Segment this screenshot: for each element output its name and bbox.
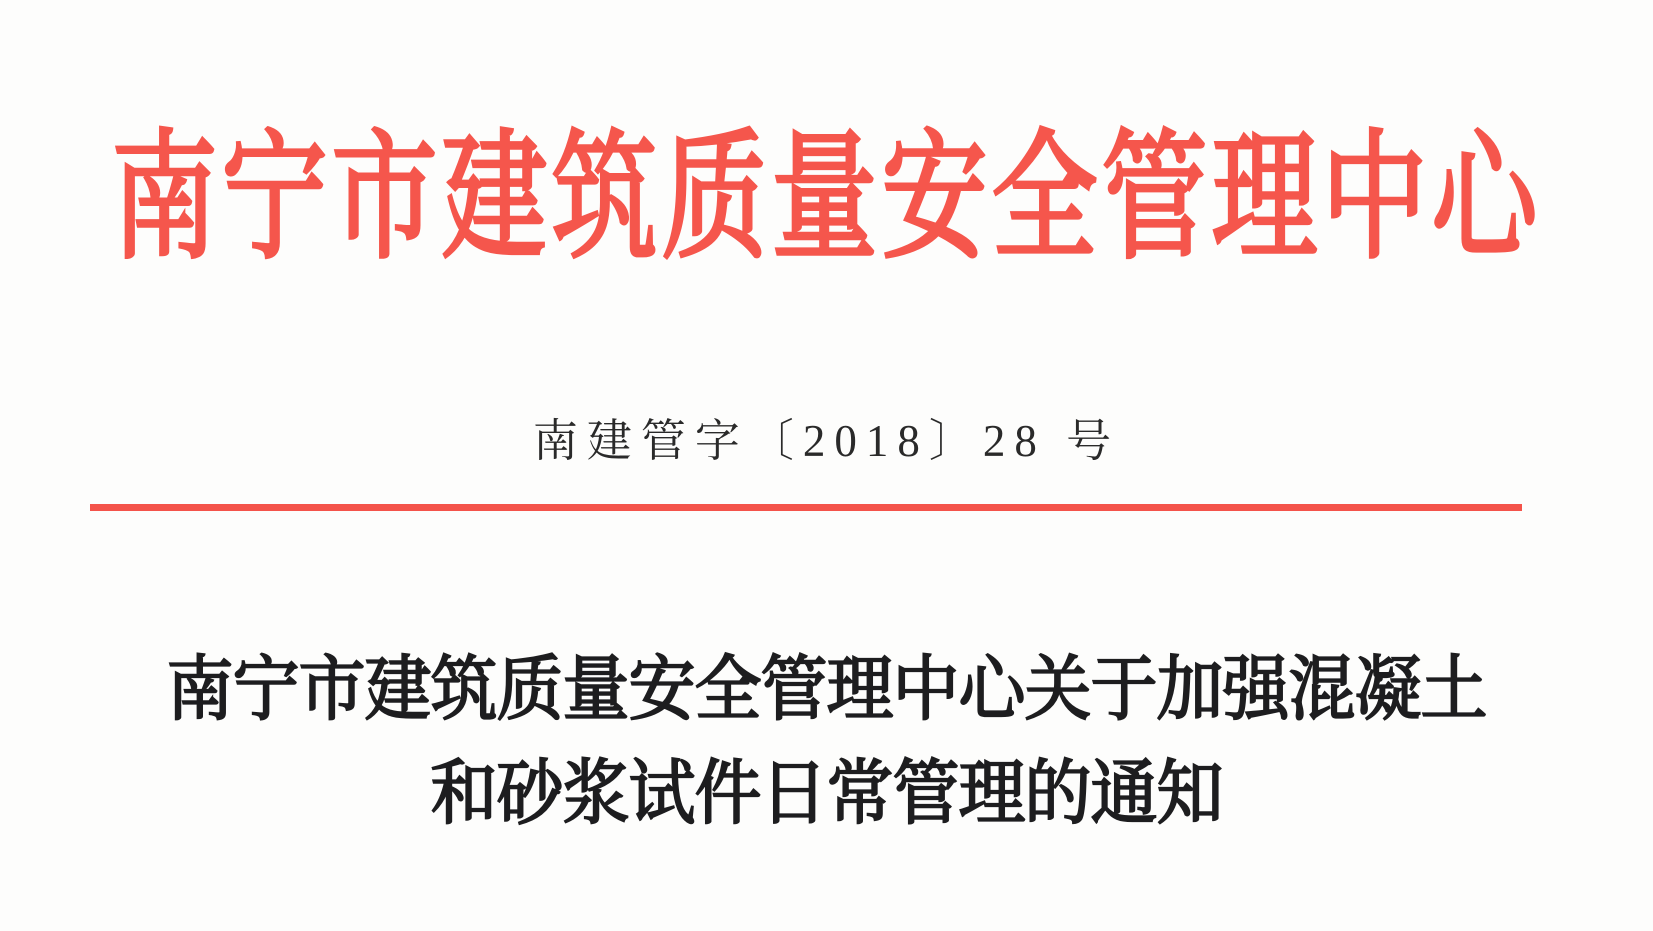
document-title-line-1: 南宁市建筑质量安全管理中心关于加强混凝土: [166, 650, 1487, 730]
document-title: [0, 638, 1653, 846]
doc-number: 南建管字〔2018〕28 号: [532, 416, 1121, 466]
letterhead-title: 南宁市建筑质量安全管理中心: [111, 121, 1542, 277]
red-separator-line: [90, 504, 1522, 511]
document-title-line-2: 和砂浆试件日常管理的通知: [430, 754, 1223, 834]
